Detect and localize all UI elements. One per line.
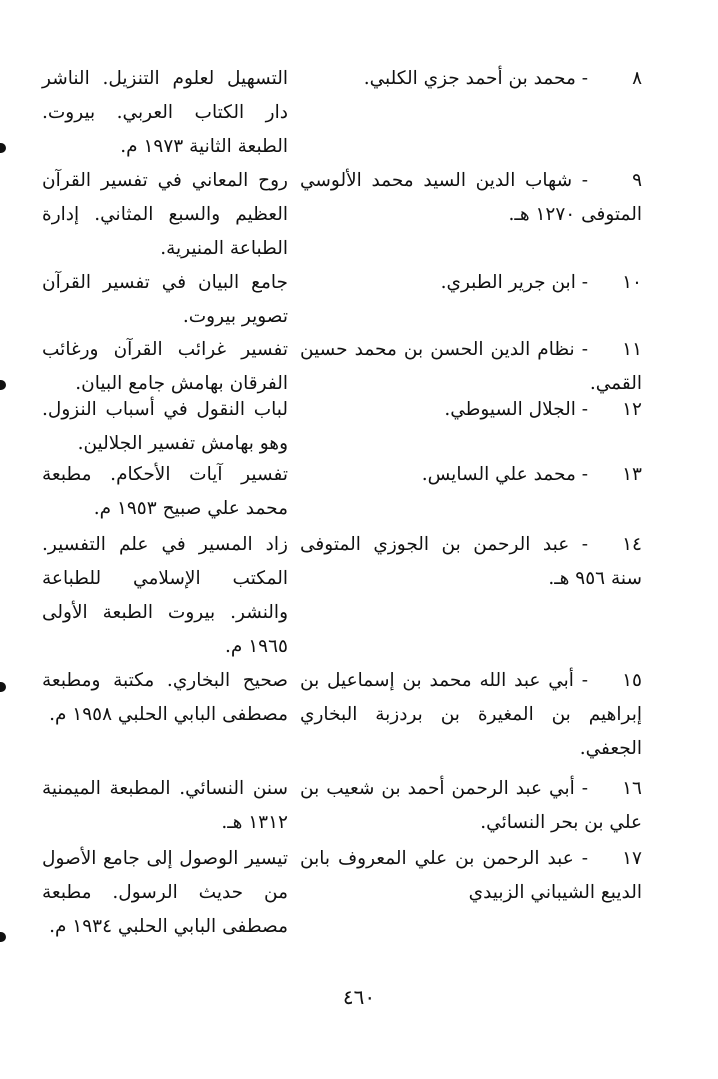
book-title: تفسير آيات الأحكام. مطبعة محمد علي صبيح ١٩٥٣ م. [42,464,288,519]
entry-number: ١٧ [622,848,642,869]
author-name: ١١- نظام الدين الحسن بن محمد حسين القمي. [300,333,642,401]
entry-number: ١٣ [622,464,642,485]
book-title: لباب النقول في أسباب النزول. وهو بهامش تفسير الجلالين. [42,399,288,454]
entry-number: ١١ [622,339,643,360]
author-name: ١٣- محمد علي السايس. [300,458,642,492]
margin-mark [0,143,6,153]
margin-mark [0,932,6,942]
author-text: الجلال السيوطي. [444,399,576,420]
author-name: ١٥- أبي عبد الله محمد بن إسماعيل بن إبراهيم بن المغيرة بن بردزبة البخاري الجعفي. [300,664,642,766]
author-name: ١٠- ابن جرير الطبري. [300,266,642,300]
entry-number: ١٦ [622,778,642,799]
author-text: أبي عبد الرحمن أحمد بن شعيب بن علي بن بحر النسائي. [300,778,642,833]
book-title: تفسير غرائب القرآن ورغائب الفرقان بهامش جامع البيان. [42,339,288,394]
author-name: ١٦- أبي عبد الرحمن أحمد بن شعيب بن علي بن بحر النسائي. [300,772,642,840]
margin-mark [0,380,6,390]
entry-number: ١٤ [622,534,642,555]
author-text: أبي عبد الله محمد بن إسماعيل بن إبراهيم بن المغيرة بن بردزبة البخاري الجعفي. [300,670,642,759]
author-name: ١٢- الجلال السيوطي. [300,393,642,427]
author-text: نظام الدين الحسن بن محمد حسين القمي. [300,339,642,394]
margin-mark [0,682,6,692]
entry-number: ٨ [632,68,642,89]
author-text: ابن جرير الطبري. [440,272,576,293]
entry-number: ١٥ [622,670,642,691]
book-title: التسهيل لعلوم التنزيل. الناشر دار الكتاب العربي. بيروت. الطبعة الثانية ١٩٧٣ م. [42,68,288,157]
author-name: ١٤- عبد الرحمن بن الجوزي المتوفى سنة ٩٥٦ هـ. [300,528,642,596]
author-name: ٩- شهاب الدين السيد محمد الألوسي المتوفى ١٢٧٠ هـ. [300,164,642,232]
book-title: جامع البيان في تفسير القرآن تصوير بيروت. [42,272,288,327]
author-name: ٨- محمد بن أحمد جزي الكلبي. [300,62,642,96]
author-text: شهاب الدين السيد محمد الألوسي المتوفى ١٢٧٠ هـ. [300,170,642,225]
book-title: زاد المسير في علم التفسير. المكتب الإسلامي للطباعة والنشر. بيروت الطبعة الأولى ١٩٦٥ م. [42,534,288,657]
author-text: عبد الرحمن بن الجوزي المتوفى سنة ٩٥٦ هـ. [300,534,642,589]
entry-number: ١٢ [622,399,642,420]
author-text: عبد الرحمن بن علي المعروف بابن الديبع الشيباني الزبيدي [300,848,642,903]
entry-number: ٩ [632,170,642,191]
author-name: ١٧- عبد الرحمن بن علي المعروف بابن الديبع الشيباني الزبيدي [300,842,642,910]
book-title: سنن النسائي. المطبعة الميمنية ١٣١٢ هـ. [42,778,288,833]
author-text: محمد بن أحمد جزي الكلبي. [363,68,576,89]
author-text: محمد علي السايس. [421,464,576,485]
book-title: تيسير الوصول إلى جامع الأصول من حديث الرسول. مطبعة مصطفى البابي الحلبي ١٩٣٤ م. [42,848,288,937]
entry-number: ١٠ [622,272,642,293]
page-number: ٤٦٠ [342,985,376,1009]
book-title: صحيح البخاري. مكتبة ومطبعة مصطفى البابي الحلبي ١٩٥٨ م. [42,670,288,725]
book-title: روح المعاني في تفسير القرآن العظيم والسبع المثاني. إدارة الطباعة المنيرية. [42,170,288,259]
